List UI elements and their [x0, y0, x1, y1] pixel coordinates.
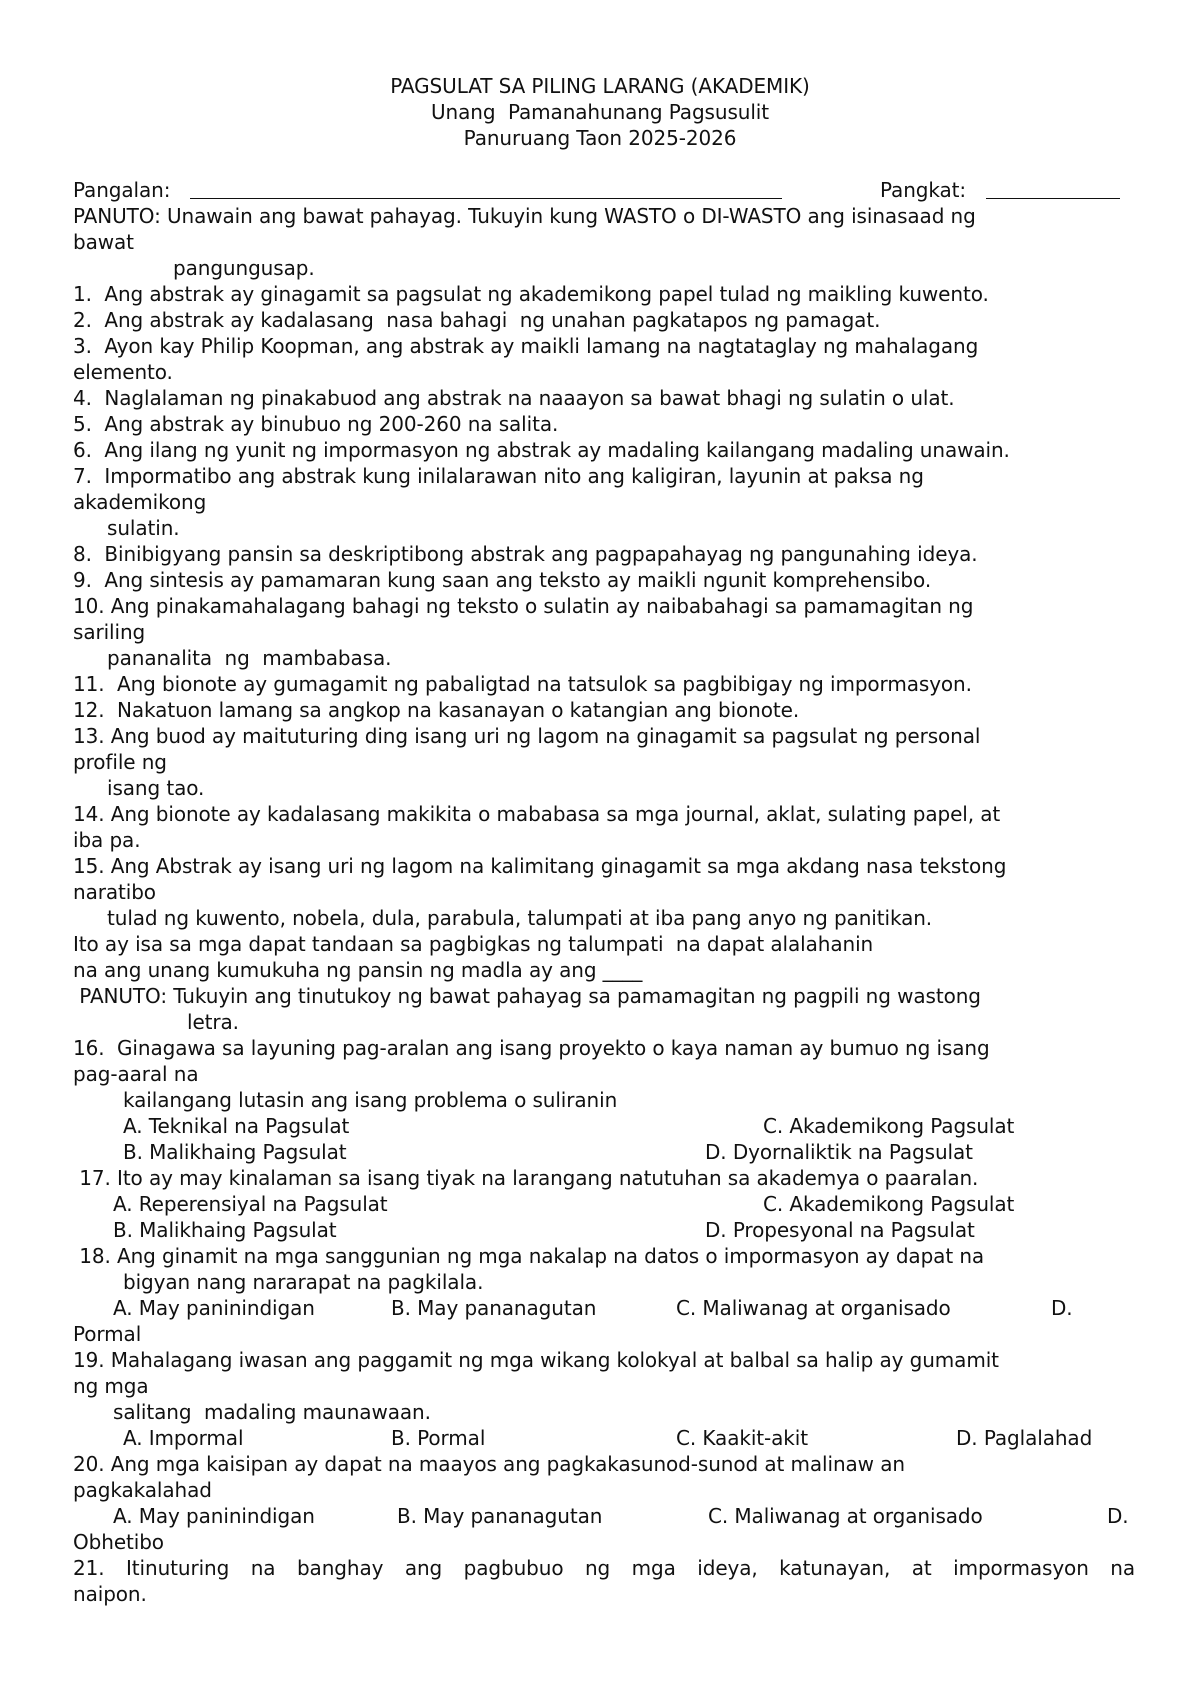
extra-item-line2: na ang unang kumukuha ng pansin ng madla ay ang ____ [73, 958, 643, 982]
question-13-line3: isang tao. [107, 776, 205, 800]
instruction-part1-line2: bawat [73, 230, 134, 254]
question-20-line1: 20. Ang mga kaisipan ay dapat na maayos ang pagkakasunod-sunod at malinaw an [73, 1452, 905, 1476]
question-20-option-d-text[interactable]: Obhetibo [73, 1530, 164, 1554]
question-16-option-d[interactable]: D. Dyornaliktik na Pagsulat [705, 1140, 973, 1164]
question-17-option-c[interactable]: C. Akademikong Pagsulat [763, 1192, 1015, 1216]
question-8: 8. Binibigyang pansin sa deskriptibong abstrak ang pagpapahayag ng pangunahing ideya. [73, 542, 978, 566]
school-year: Panuruang Taon 2025-2026 [463, 126, 737, 150]
question-3-line1: 3. Ayon kay Philip Koopman, ang abstrak ay maikli lamang na nagtataglay ng mahalagang [73, 334, 979, 358]
question-15-line1: 15. Ang Abstrak ay isang uri ng lagom na kalimitang ginagamit sa mga akdang nasa tekstong [73, 854, 1007, 878]
question-18-option-d-text[interactable]: Pormal [73, 1322, 142, 1346]
question-20-option-b[interactable]: B. May pananagutan [397, 1504, 603, 1528]
question-18-line1: 18. Ang ginamit na mga sanggunian ng mga nakalap na datos o impormasyon ay dapat na [73, 1244, 985, 1268]
name-label: Pangalan: [73, 178, 171, 202]
question-5: 5. Ang abstrak ay binubuo ng 200-260 na salita. [73, 412, 559, 436]
question-14-line2: iba pa. [73, 828, 141, 852]
question-19-line1: 19. Mahalagang iwasan ang paggamit ng mga wikang kolokyal at balbal sa halip ay gumamit [73, 1348, 999, 1372]
question-16-option-a[interactable]: A. Teknikal na Pagsulat [123, 1114, 350, 1138]
question-4: 4. Naglalaman ng pinakabuod ang abstrak na naaayon sa bawat bhagi ng sulatin o ulat. [73, 386, 955, 410]
question-17-option-b[interactable]: B. Malikhaing Pagsulat [113, 1218, 337, 1242]
question-21-line1: 21. Itinuturing na banghay ang pagbubuo ng mga ideya, katunayan, at impormasyon na [73, 1556, 1135, 1580]
question-18-line2: bigyan nang nararapat na pagkilala. [123, 1270, 484, 1294]
name-blank[interactable] [190, 198, 782, 199]
question-10-line1: 10. Ang pinakamahalagang bahagi ng teksto o sulatin ay naibabahagi sa pamamagitan ng [73, 594, 974, 618]
question-20-option-c[interactable]: C. Maliwanag at organisado [708, 1504, 983, 1528]
question-2: 2. Ang abstrak ay kadalasang nasa bahagi ng unahan pagkatapos ng pamagat. [73, 308, 881, 332]
question-18-option-d[interactable]: D. [1051, 1296, 1073, 1320]
question-7-line3: sulatin. [107, 516, 180, 540]
question-13-line1: 13. Ang buod ay maituturing ding isang uri ng lagom na ginagamit sa pagsulat ng personal [73, 724, 981, 748]
question-16-option-c[interactable]: C. Akademikong Pagsulat [763, 1114, 1015, 1138]
question-10-line2: sariling [73, 620, 146, 644]
question-16-line1: 16. Ginagawa sa layuning pag-aralan ang isang proyekto o kaya naman ay bumuo ng isang [73, 1036, 990, 1060]
question-15-line2: naratibo [73, 880, 156, 904]
question-18-option-a[interactable]: A. May paninindigan [113, 1296, 315, 1320]
exam-name: Unang Pamanahunang Pagsusulit [430, 100, 770, 124]
question-7-line1: 7. Impormatibo ang abstrak kung inilalarawan nito ang kaligiran, layunin at paksa ng [73, 464, 924, 488]
question-3-line2: elemento. [73, 360, 173, 384]
section-label: Pangkat: [880, 178, 967, 202]
question-18-option-c[interactable]: C. Maliwanag at organisado [676, 1296, 951, 1320]
extra-item-line1: Ito ay isa sa mga dapat tandaan sa pagbigkas ng talumpati na dapat alalahanin [73, 932, 874, 956]
question-19-option-a[interactable]: A. Impormal [123, 1426, 244, 1450]
question-1: 1. Ang abstrak ay ginagamit sa pagsulat ng akademikong papel tulad ng maikling kuwento. [73, 282, 989, 306]
question-14-line1: 14. Ang bionote ay kadalasang makikita o mababasa sa mga journal, aklat, sulating papel, at [73, 802, 1001, 826]
question-19-option-d[interactable]: D. Paglalahad [956, 1426, 1093, 1450]
question-17-option-d[interactable]: D. Propesyonal na Pagsulat [705, 1218, 975, 1242]
question-19-option-b[interactable]: B. Pormal [391, 1426, 486, 1450]
question-19-option-c[interactable]: C. Kaakit-akit [676, 1426, 808, 1450]
question-17-option-a[interactable]: A. Reperensiyal na Pagsulat [113, 1192, 388, 1216]
instruction-part1-line1: PANUTO: Unawain ang bawat pahayag. Tukuyin kung WASTO o DI-WASTO ang isinasaad ng [73, 204, 976, 228]
question-11: 11. Ang bionote ay gumagamit ng pabaligtad na tatsulok sa pagbibigay ng impormasyon. [73, 672, 972, 696]
question-17: 17. Ito ay may kinalaman sa isang tiyak na larangang natutuhan sa akademya o paaralan. [73, 1166, 979, 1190]
question-10-line3: pananalita ng mambabasa. [107, 646, 392, 670]
question-20-option-d[interactable]: D. [1107, 1504, 1129, 1528]
question-18-option-b[interactable]: B. May pananagutan [391, 1296, 597, 1320]
question-13-line2: profile ng [73, 750, 167, 774]
question-9: 9. Ang sintesis ay pamamaran kung saan ang teksto ay maikli ngunit komprehensibo. [73, 568, 932, 592]
exam-title: PAGSULAT SA PILING LARANG (AKADEMIK) [390, 74, 810, 98]
question-12: 12. Nakatuon lamang sa angkop na kasanayan o katangian ang bionote. [73, 698, 800, 722]
question-7-line2: akademikong [73, 490, 207, 514]
instruction-part2-line1: PANUTO: Tukuyin ang tinutukoy ng bawat pahayag sa pamamagitan ng pagpili ng wastong [73, 984, 981, 1008]
question-16-option-b[interactable]: B. Malikhaing Pagsulat [123, 1140, 347, 1164]
question-20-option-a[interactable]: A. May paninindigan [113, 1504, 315, 1528]
instruction-part2-line2: letra. [187, 1010, 239, 1034]
section-blank[interactable] [986, 198, 1120, 199]
question-6: 6. Ang ilang ng yunit ng impormasyon ng abstrak ay madaling kailangang madaling unawain. [73, 438, 1010, 462]
question-15-line3: tulad ng kuwento, nobela, dula, parabula, talumpati at iba pang anyo ng panitikan. [107, 906, 933, 930]
question-16-line2: pag-aaral na [73, 1062, 199, 1086]
question-19-line2: ng mga [73, 1374, 149, 1398]
question-21-line2: naipon. [73, 1582, 147, 1606]
question-20-line2: pagkakalahad [73, 1478, 212, 1502]
question-19-line3: salitang madaling maunawaan. [113, 1400, 431, 1424]
question-16-line3: kailangang lutasin ang isang problema o suliranin [123, 1088, 618, 1112]
instruction-part1-line3: pangungusap. [173, 256, 315, 280]
